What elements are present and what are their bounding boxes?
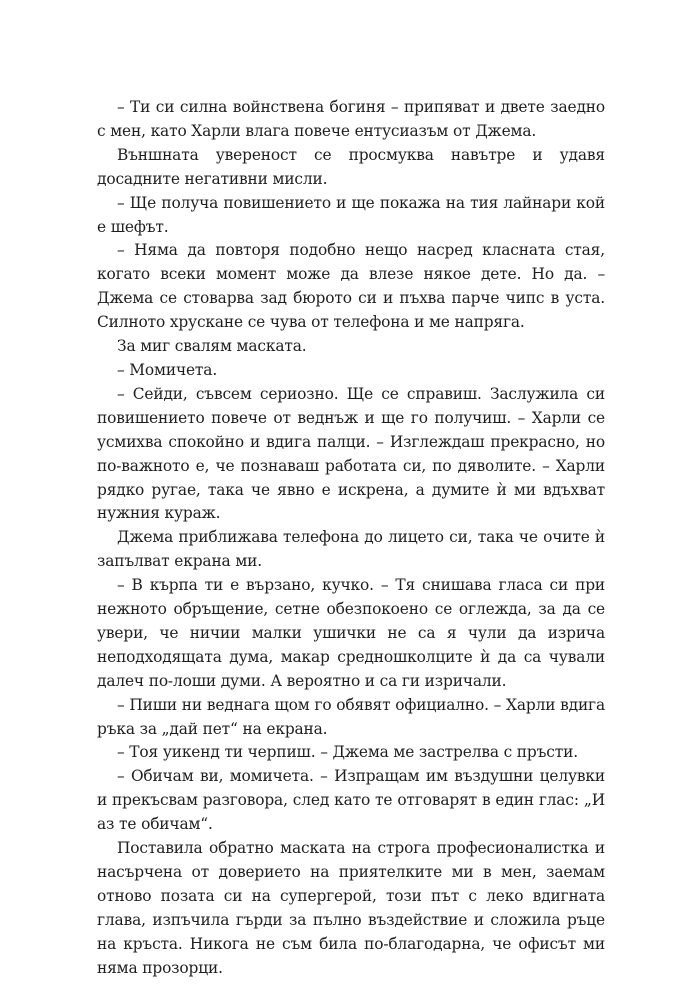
paragraph: – Обичам ви, момичета. – Изпращам им въздушни целувки и прекъсвам разговора, след като те отговарят в един глас: „И аз те обичам“.: [97, 767, 605, 834]
paragraph: – В кърпа ти е вързано, кучко. – Тя снишава гласа си при нежното обръщение, сетне обезпокоено се оглежда, за да се увери, че ничии малки ушички не са я чули да изрича неподходящата дума, макар средношколците ѝ да са чували далеч по-лоши думи. А вероятно и са ги изричали.: [97, 576, 605, 690]
paragraph: За миг свалям маската.: [117, 337, 307, 356]
page-text: [97, 96, 605, 981]
paragraph: – Сейди, съвсем сериозно. Ще се справиш. Заслужила си повишението повече от веднъж и ще го получиш. – Харли се усмихва спокойно и вдига палци. – Изглеждаш прекрасно, но по-важното е, че познаваш работата си, по дяволите. – Харли рядко ругае, така че явно е искрена, а думите ѝ ми вдъхват нужния кураж.: [97, 384, 605, 523]
paragraph: Джема приближава телефона до лицето си, така че очите ѝ запълват екрана ми.: [97, 528, 605, 571]
paragraph: Външната увереност се просмуква навътре и удавя досадните негативни мисли.: [97, 145, 605, 188]
paragraph: – Тоя уикенд ти черпиш. – Джема ме застрелва с пръсти.: [117, 743, 578, 762]
paragraph: Поставила обратно маската на строга професионалистка и насърчена от доверието на приятелките ми в мен, заемам отново позата си на супергерой, този път с леко вдигната глава, изпъчила гърди за пълно въздействие и сложила ръце на кръста. Никога не съм била по-благодарна, че офисът ми няма прозорци.: [97, 839, 605, 977]
paragraph: – Ти си силна войнствена богиня – припяват и двете заедно с мен, като Харли влага повече ентусиазъм от Джема.: [97, 98, 605, 140]
paragraph: – Момичета.: [117, 360, 218, 379]
paragraph: – Няма да повторя подобно нещо насред класната стая, когато всеки момент може да влезе някое дете. Но да. – Джема се стоварва зад бюрото си и пъхва парче чипс в уста. Силното хрускане се чува от телефона и ме напряга.: [97, 241, 605, 332]
paragraph: – Пиши ни веднага щом го обявят официално. – Харли вдига ръка за „дай пет“ на екрана.: [97, 695, 605, 738]
paragraph: – Ще получа повишението и ще покажа на тия лайнари кой е шефът.: [97, 193, 605, 236]
